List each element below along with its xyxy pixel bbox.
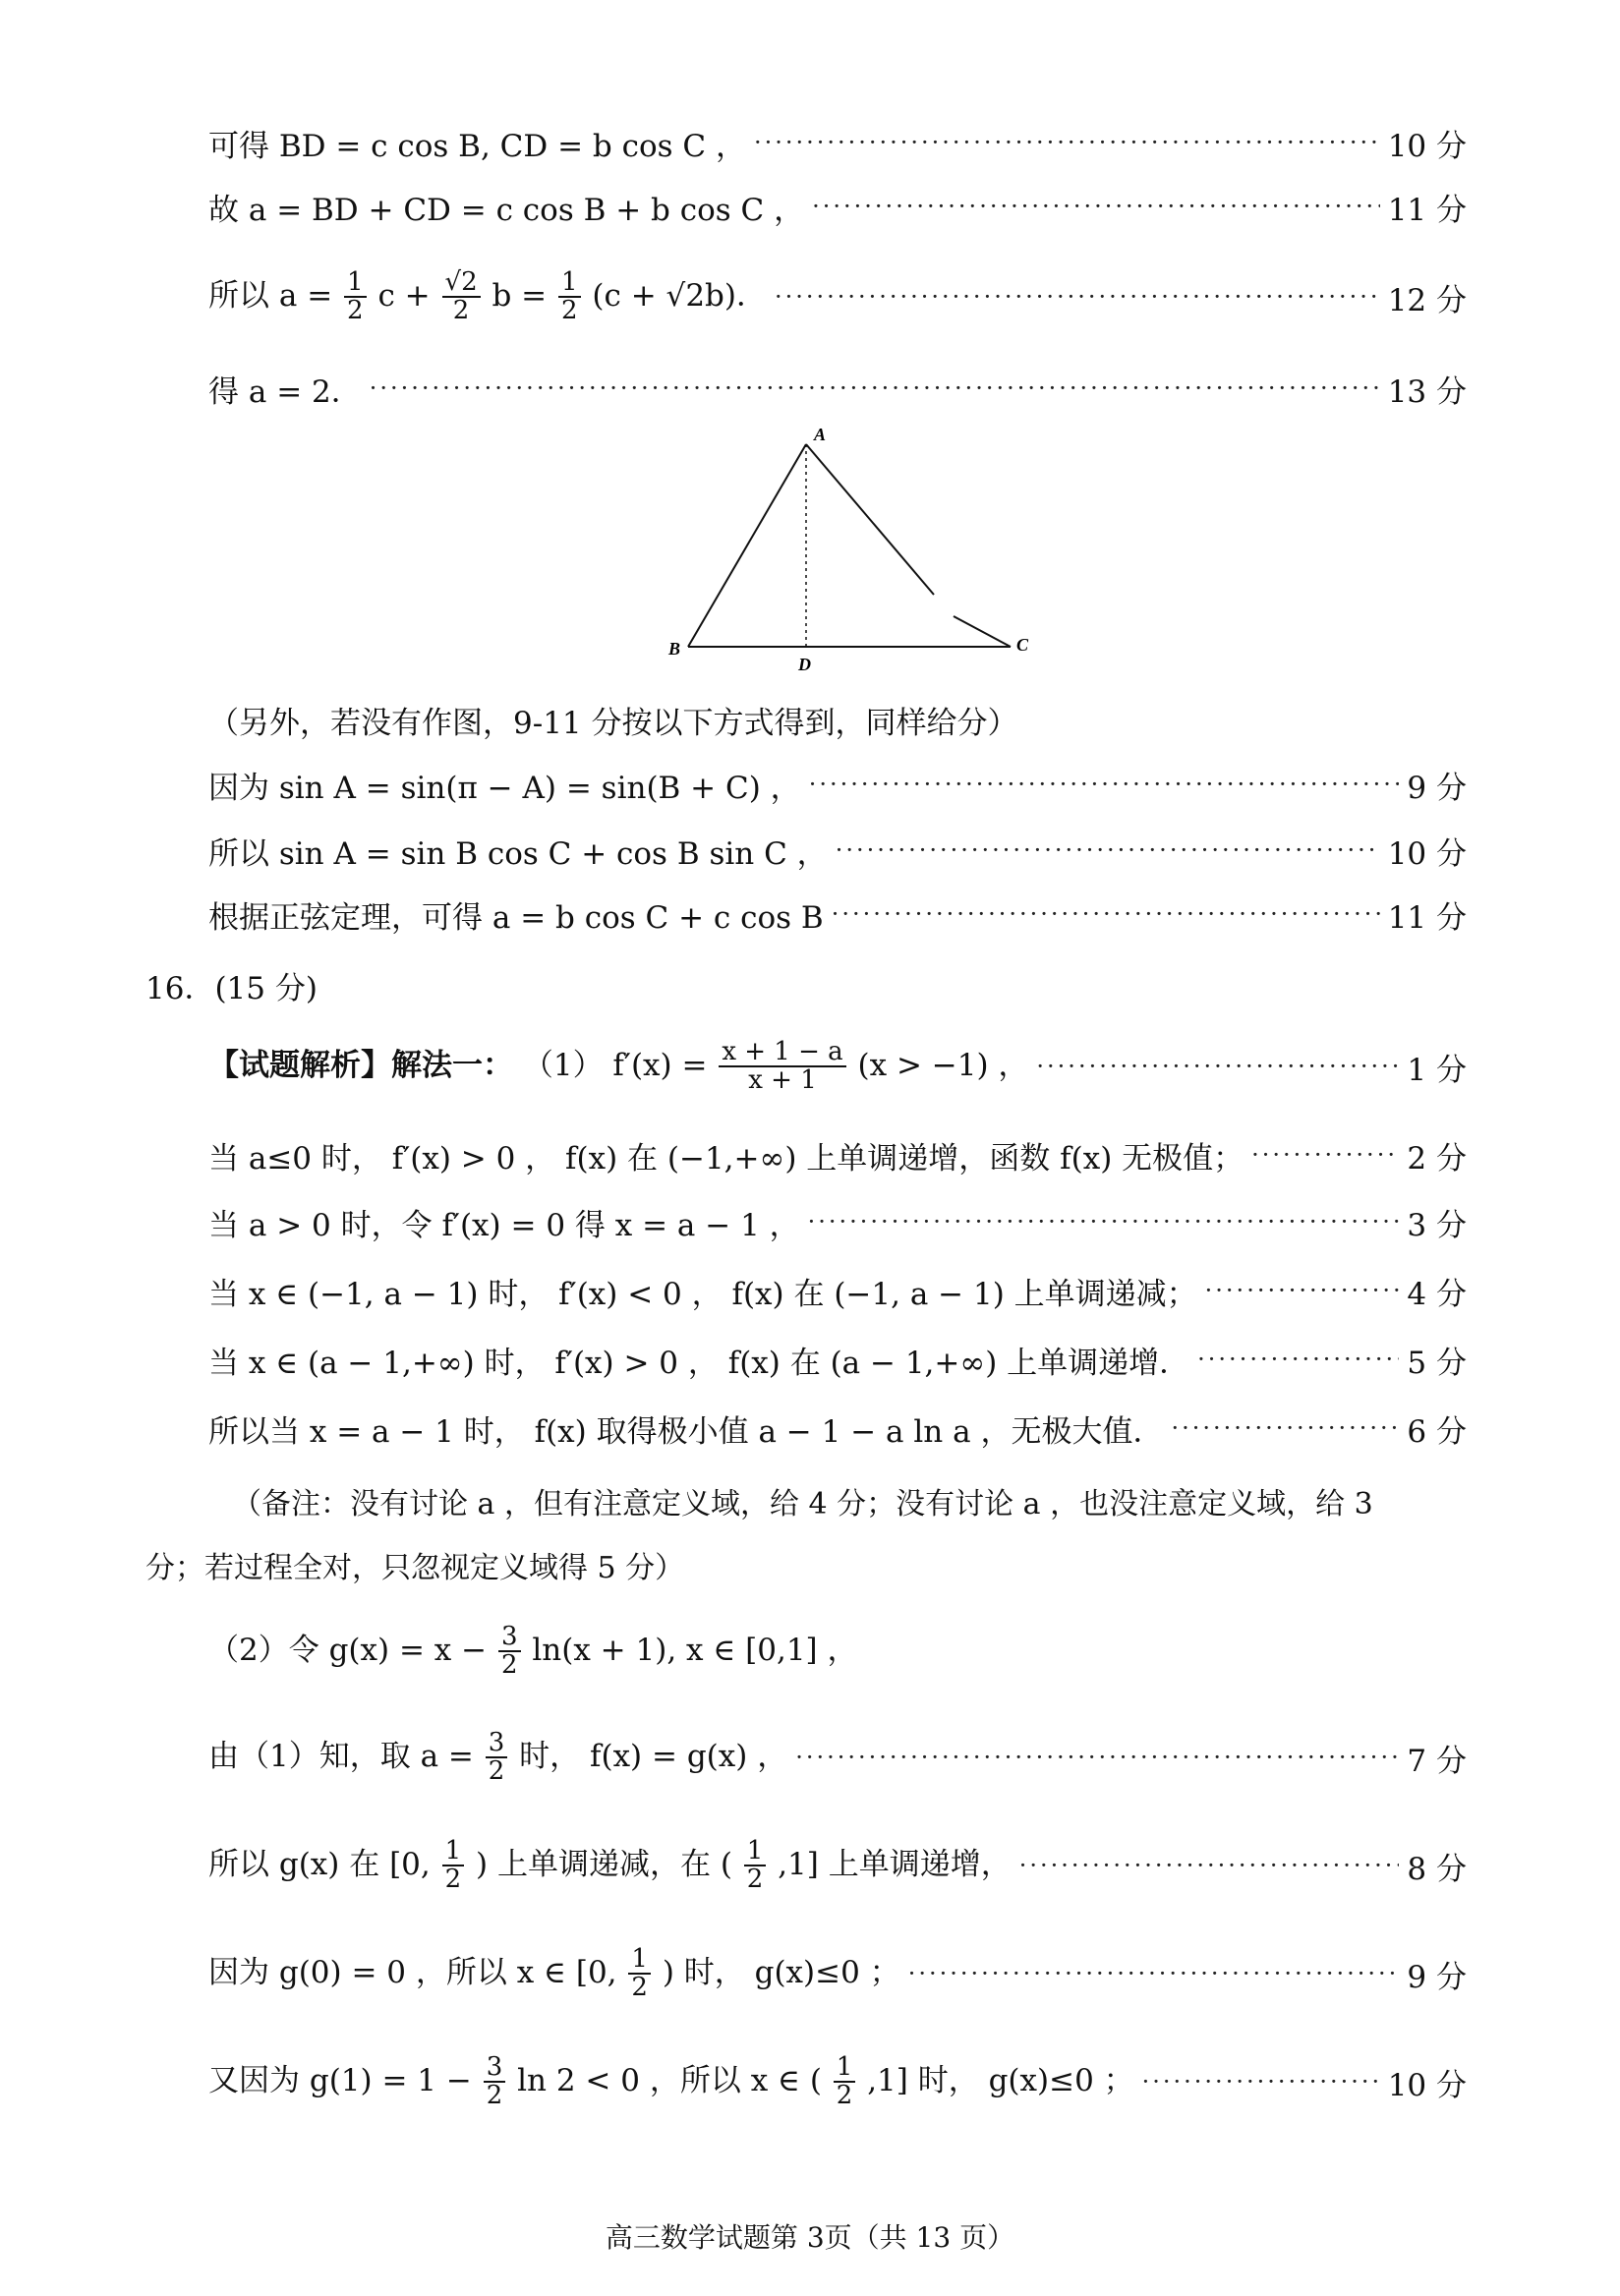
solution-line	[208, 1612, 1467, 1691]
fraction	[344, 266, 367, 325]
solution-line	[208, 258, 1467, 336]
numerator: x + 1 − a	[719, 1039, 845, 1067]
denominator: 2	[347, 296, 364, 325]
score: 5 分	[1407, 1345, 1467, 1381]
line-text	[208, 1835, 1012, 1894]
line-text	[208, 1036, 1029, 1095]
score: 6 分	[1407, 1413, 1467, 1450]
numerator: 1	[558, 269, 581, 298]
score: 2 分	[1407, 1140, 1467, 1177]
page-footer: 高三数学试题第 3页（共 13 页）	[605, 2221, 1015, 2254]
score: 10 分	[1387, 835, 1467, 872]
line-text	[208, 1943, 900, 2002]
score: 8 分	[1407, 1851, 1467, 1887]
label-d: D	[798, 655, 811, 674]
text-part: (x > −1) ，	[857, 1047, 1029, 1083]
line-text	[208, 2051, 1134, 2110]
text-part: (c + √2b)．	[592, 277, 767, 314]
question-header: 16．(15 分)	[145, 971, 318, 1006]
leader-dots	[1171, 1414, 1399, 1442]
solution-line	[208, 885, 1467, 944]
text-part: c +	[377, 277, 431, 314]
fraction	[834, 2051, 856, 2110]
line-text: 当 a≤0 时， f′(x) > 0 ， f(x) 在 (−1,+∞) 上单调递增，函数 f(x) 无极值；	[208, 1140, 1244, 1177]
score: 13 分	[1387, 373, 1467, 410]
text-part: ,1] 上单调递增，	[778, 1846, 1012, 1882]
text-part: 由（1）知，取 a =	[208, 1738, 474, 1774]
text-part: 所以 a =	[208, 277, 333, 314]
fraction	[442, 1835, 465, 1894]
denominator: 2	[486, 2081, 503, 2110]
line-text: 可得 BD = c cos B, CD = b cos C ，	[208, 128, 746, 164]
score: 7 分	[1407, 1743, 1467, 1779]
solution-line	[208, 821, 1467, 880]
fraction	[558, 266, 581, 325]
line-text: 得 a = 2．	[208, 373, 362, 410]
label-b: B	[668, 639, 681, 659]
denominator: x + 1	[748, 1065, 817, 1095]
line-text: 当 a > 0 时，令 f′(x) = 0 得 x = a − 1 ，	[208, 1207, 800, 1243]
side-ab	[688, 444, 806, 647]
solution-line	[208, 359, 1467, 418]
solution-line	[208, 755, 1467, 814]
leader-dots	[908, 1960, 1400, 1987]
score: 9 分	[1407, 1959, 1467, 1995]
text-part: （1） f′(x) =	[522, 1047, 708, 1083]
solution-line	[208, 1261, 1467, 1320]
fraction	[484, 2051, 506, 2110]
numerator: 1	[744, 1838, 767, 1866]
leader-dots	[370, 374, 1380, 402]
denominator: 2	[631, 1973, 648, 2002]
score: 11 分	[1387, 192, 1467, 228]
numerator: √2	[442, 269, 481, 298]
leader-dots	[1251, 1141, 1399, 1169]
line-text: 根据正弦定理，可得 a = b cos C + c cos B	[208, 899, 824, 936]
denominator: 2	[746, 1865, 764, 1894]
leader-dots	[808, 1208, 1400, 1235]
leader-dots	[1036, 1053, 1399, 1080]
alt-note: （另外，若没有作图，9-11 分按以下方式得到，同样给分）	[208, 706, 1018, 741]
denominator: 2	[452, 296, 470, 325]
solution-line	[208, 1125, 1467, 1184]
numerator: 3	[486, 1730, 508, 1758]
text-part: 所以 g(x) 在 [0,	[208, 1846, 431, 1882]
leader-dots	[795, 1744, 1399, 1771]
solution-line	[208, 1399, 1467, 1458]
denominator: 2	[836, 2081, 853, 2110]
line-text: 当 x ∈ (−1, a − 1) 时， f′(x) < 0 ， f(x) 在 (−1, a − 1) 上单调递减；	[208, 1276, 1197, 1312]
leader-dots	[775, 283, 1380, 311]
leader-dots	[809, 771, 1400, 798]
label-c: C	[1016, 635, 1029, 655]
text-part: 因为 g(0) = 0 ，所以 x ∈ [0,	[208, 1954, 617, 1990]
leader-dots	[1197, 1346, 1399, 1373]
solution-line	[208, 1192, 1467, 1251]
score: 12 分	[1387, 282, 1467, 318]
solution-line	[208, 2042, 1467, 2121]
text-part: 时， f(x) = g(x) ，	[519, 1738, 788, 1774]
solution-heading: 【试题解析】解法一：	[208, 1047, 513, 1083]
leader-dots	[1142, 2068, 1380, 2095]
numerator: 3	[484, 2054, 506, 2083]
solution-line	[208, 113, 1467, 172]
numerator: 3	[498, 1624, 521, 1652]
numerator: 1	[628, 1946, 651, 1975]
fraction	[628, 1943, 651, 2002]
text-part: （2）令 g(x) = x −	[208, 1632, 488, 1668]
text-part: ln(x + 1), x ∈ [0,1] ，	[532, 1632, 858, 1668]
side-ac-upper	[806, 444, 934, 595]
line-text	[208, 266, 767, 325]
text-part: ln 2 < 0 ，所以 x ∈ (	[517, 2062, 822, 2098]
numerator: 1	[442, 1838, 465, 1866]
line-text	[208, 1621, 858, 1680]
line-text: 所以当 x = a − 1 时， f(x) 取得极小值 a − 1 − a ln a ，无极大值．	[208, 1413, 1164, 1450]
text-part: ) 时， g(x)≤0 ；	[662, 1954, 900, 1990]
leader-dots	[754, 129, 1380, 156]
leader-dots	[832, 900, 1380, 928]
remark-line: （备注：没有讨论 a ，但有注意定义域，给 4 分；没有讨论 a ，也没注意定义域，给 3	[232, 1487, 1373, 1521]
fraction	[498, 1621, 521, 1680]
solution-line	[208, 1718, 1467, 1797]
score: 9 分	[1407, 770, 1467, 806]
denominator: 2	[561, 296, 578, 325]
line-text	[208, 1727, 788, 1786]
line-text: 故 a = BD + CD = c cos B + b cos C ，	[208, 192, 805, 228]
line-text: 当 x ∈ (a − 1,+∞) 时， f′(x) > 0 ， f(x) 在 (a − 1,+∞) 上单调递增．	[208, 1345, 1190, 1381]
score: 10 分	[1387, 128, 1467, 164]
solution-line	[208, 177, 1467, 236]
solution-line	[208, 1330, 1467, 1389]
label-a: A	[814, 425, 827, 444]
denominator: 2	[488, 1756, 505, 1786]
leader-dots	[812, 193, 1380, 220]
line-text: 因为 sin A = sin(π − A) = sin(B + C) ，	[208, 770, 801, 806]
solution-line	[208, 1826, 1467, 1905]
score: 10 分	[1387, 2067, 1467, 2103]
triangle-figure	[649, 423, 1062, 678]
remark-line: 分；若过程全对，只忽视定义域得 5 分）	[145, 1551, 685, 1585]
side-ac-lower	[954, 616, 1011, 647]
score: 11 分	[1387, 899, 1467, 936]
denominator: 2	[500, 1650, 518, 1680]
denominator: 2	[444, 1865, 462, 1894]
solution-line	[208, 1934, 1467, 2013]
text-part: b =	[492, 277, 548, 314]
score: 4 分	[1407, 1276, 1467, 1312]
score: 3 分	[1407, 1207, 1467, 1243]
numerator: 1	[344, 269, 367, 298]
leader-dots	[1205, 1277, 1400, 1304]
line-text: 所以 sin A = sin B cos C + cos B sin C ，	[208, 835, 828, 872]
text-part: 又因为 g(1) = 1 −	[208, 2062, 472, 2098]
solution-line	[208, 1027, 1467, 1106]
leader-dots	[1019, 1852, 1400, 1879]
numerator: 1	[834, 2054, 856, 2083]
fraction	[744, 1835, 767, 1894]
score: 1 分	[1407, 1052, 1467, 1088]
leader-dots	[836, 836, 1380, 864]
fraction	[486, 1727, 508, 1786]
fraction	[719, 1036, 845, 1095]
text-part: ,1] 时， g(x)≤0 ；	[867, 2062, 1134, 2098]
text-part: ) 上单调递减，在 (	[476, 1846, 732, 1882]
fraction	[442, 266, 481, 325]
